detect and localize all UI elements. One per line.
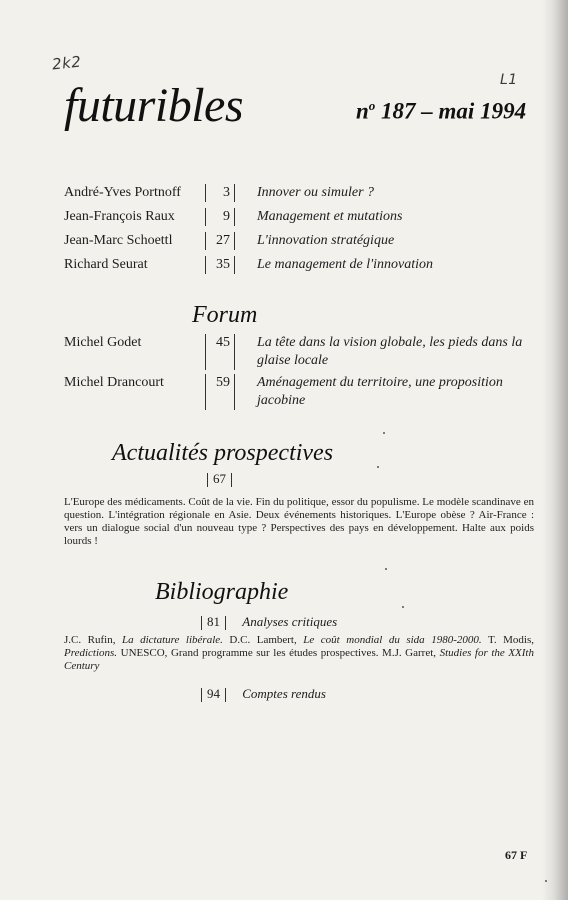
section-heading-forum: Forum [192,302,258,328]
paper-speck [402,606,404,608]
binding-shadow [542,0,568,900]
section-page-number [202,471,237,487]
comptes-line [196,686,326,702]
bibliographie-text-part: Predictions. [64,647,118,659]
paper-speck [377,466,379,468]
handwritten-note-right: L1 [500,72,518,88]
handwritten-note-left: 2k2 [51,52,83,74]
article-title: La tête dans la vision globale, les pieds dans la glaise locale [257,335,523,368]
article-author: Michel Godet [64,335,142,350]
section-heading-actualites: Actualités prospectives [112,440,334,466]
article-title: Aménagement du territoire, une proposition jacobine [257,375,503,408]
bibliographie-text-part: La dictature libérale. [121,634,223,646]
article-title: Innover ou simuler ? [257,185,375,200]
actualites-summary: L'Europe des médicaments. Coût de la vie. Fin du politique, essor du populisme. Le modèle scandinave en question. L'intégration régionale en Asie. Deux événements historiques. L'Europe obèse ? Air-France : vers un dialogue social d'un nouveau type ? Perspectives des pays en développement. Halte aux poids lourds ! [64,496,534,547]
paper-speck [383,432,385,434]
issue-number: $n^o$ 187 – mai 1994 [356,98,527,124]
article-page: 45 [205,334,235,370]
article-author: Jean-Marc Schoettl [64,233,173,248]
article-author: Michel Drancourt [64,375,164,390]
price: 67 F [505,848,528,862]
analyses-line [196,614,337,630]
bibliographie-text-part: Studies for the XXIth Century [64,647,534,672]
section-heading-bibliographie: Bibliographie [155,579,289,605]
article-page: 9 [205,208,235,226]
bibliographie-text-part: T. Modis, [481,634,534,646]
bibliographie-summary [64,634,534,673]
bibliographie-text-part: J.C. Rufin, [64,634,122,646]
actualites-page: 67 [213,471,226,486]
article-page: 35 [205,256,235,274]
bibliographie-text-part: Le coût mondial du sida 1980-2000. [303,634,482,646]
comptes-label: Comptes rendus [242,686,326,701]
bibliographie-text-part: D.C. Lambert, [222,634,304,646]
article-author: Richard Seurat [64,257,148,272]
comptes-page: 94 [207,686,220,701]
bibliographie-text-part: UNESCO, Grand programme sur les études prospectives. M.J. Garret, [117,647,440,659]
article-page: 59 [205,374,235,410]
article-author: Jean-François Raux [64,209,175,224]
article-title: Management et mutations [257,209,403,224]
article-page: 27 [205,232,235,250]
analyses-label: Analyses critiques [242,614,338,629]
article-title: Le management de l'innovation [257,257,434,272]
masthead-title: futuribles [64,79,244,132]
article-author: André-Yves Portnoff [64,185,181,200]
paper-speck [385,568,387,570]
article-title: L'innovation stratégique [257,233,395,248]
analyses-page: 81 [207,614,220,629]
article-page: 3 [205,184,235,202]
paper-speck [545,880,547,882]
